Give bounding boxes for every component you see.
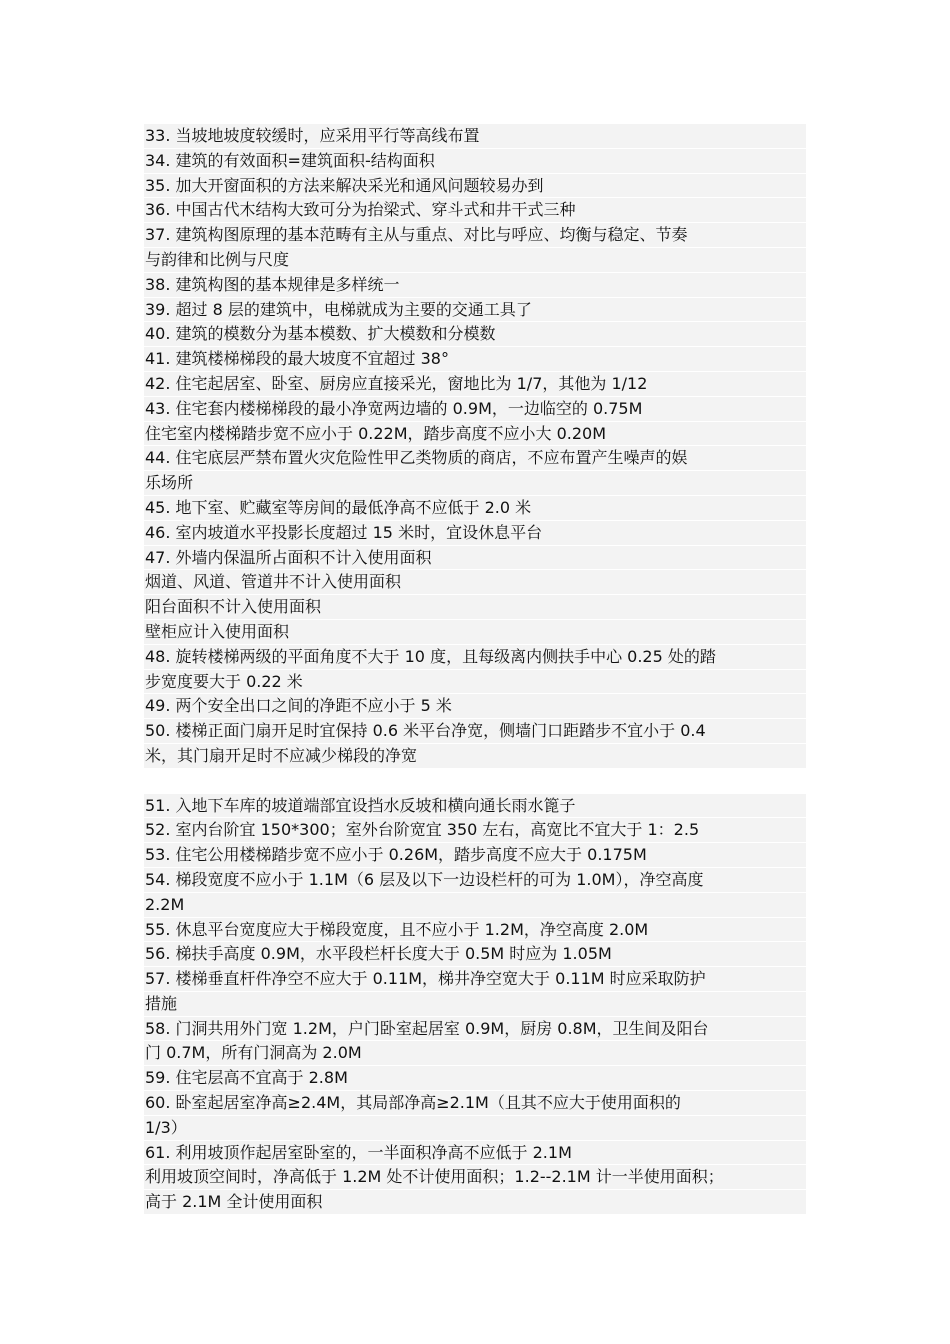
text-line: 61. 利用坡顶作起居室卧室的，一半面积净高不应低于 2.1M [144, 1141, 806, 1166]
text-line: 39. 超过 8 层的建筑中，电梯就成为主要的交通工具了 [144, 298, 806, 323]
text-line: 49. 两个安全出口之间的净距不应小于 5 米 [144, 694, 806, 719]
text-line: 52. 室内台阶宜 150*300；室外台阶宽宜 350 左右，高宽比不宜大于 1：2.5 [144, 818, 806, 843]
text-line: 50. 楼梯正面门扇开足时宜保持 0.6 米平台净宽，侧墙门口距踏步不宜小于 0.4 [144, 719, 806, 744]
text-line: 与韵律和比例与尺度 [144, 248, 806, 273]
text-line: 55. 休息平台宽度应大于梯段宽度，且不应小于 1.2M，净空高度 2.0M [144, 918, 806, 943]
text-line: 2.2M [144, 893, 806, 918]
text-line: 45. 地下室、贮藏室等房间的最低净高不应低于 2.0 米 [144, 496, 806, 521]
text-line: 43. 住宅套内楼梯梯段的最小净宽两边墙的 0.9M，一边临空的 0.75M [144, 397, 806, 422]
text-line: 46. 室内坡道水平投影长度超过 15 米时，宜设休息平台 [144, 521, 806, 546]
text-line: 60. 卧室起居室净高≥2.4M，其局部净高≥2.1M（且其不应大于使用面积的 [144, 1091, 806, 1116]
text-line: 48. 旋转楼梯两级的平面角度不大于 10 度，且每级离内侧扶手中心 0.25 处的踏 [144, 645, 806, 670]
text-line: 59. 住宅层高不宜高于 2.8M [144, 1066, 806, 1091]
text-line: 烟道、风道、管道井不计入使用面积 [144, 570, 806, 595]
text-line: 53. 住宅公用楼梯踏步宽不应小于 0.26M，踏步高度不应大于 0.175M [144, 843, 806, 868]
text-line: 措施 [144, 992, 806, 1017]
text-line: 1/3） [144, 1116, 806, 1141]
text-line: 住宅室内楼梯踏步宽不应小于 0.22M，踏步高度不应小大 0.20M [144, 422, 806, 447]
text-line: 米，其门扇开足时不应减少梯段的净宽 [144, 744, 806, 769]
text-line: 33. 当坡地坡度较缓时，应采用平行等高线布置 [144, 124, 806, 149]
text-line: 42. 住宅起居室、卧室、厨房应直接采光，窗地比为 1/7，其他为 1/12 [144, 372, 806, 397]
text-line: 门 0.7M，所有门洞高为 2.0M [144, 1041, 806, 1066]
text-line: 34. 建筑的有效面积=建筑面积-结构面积 [144, 149, 806, 174]
text-line: 步宽度要大于 0.22 米 [144, 670, 806, 695]
text-line: 36. 中国古代木结构大致可分为抬梁式、穿斗式和井干式三种 [144, 198, 806, 223]
document-page [144, 124, 806, 1215]
text-line: 高于 2.1M 全计使用面积 [144, 1190, 806, 1215]
text-line: 壁柜应计入使用面积 [144, 620, 806, 645]
text-line: 阳台面积不计入使用面积 [144, 595, 806, 620]
text-line: 38. 建筑构图的基本规律是多样统一 [144, 273, 806, 298]
text-line: 56. 梯扶手高度 0.9M，水平段栏杆长度大于 0.5M 时应为 1.05M [144, 942, 806, 967]
text-line: 利用坡顶空间时，净高低于 1.2M 处不计使用面积；1.2--2.1M 计一半使用面积； [144, 1165, 806, 1190]
text-line: 44. 住宅底层严禁布置火灾危险性甲乙类物质的商店，不应布置产生噪声的娱 [144, 446, 806, 471]
text-line: 47. 外墙内保温所占面积不计入使用面积 [144, 546, 806, 571]
text-line: 35. 加大开窗面积的方法来解决采光和通风问题较易办到 [144, 174, 806, 199]
text-line: 54. 梯段宽度不应小于 1.1M（6 层及以下一边设栏杆的可为 1.0M），净空高度 [144, 868, 806, 893]
text-line: 乐场所 [144, 471, 806, 496]
text-line: 51. 入地下车库的坡道端部宜设挡水反坡和横向通长雨水篦子 [144, 794, 806, 819]
text-line: 57. 楼梯垂直杆件净空不应大于 0.11M，梯井净空宽大于 0.11M 时应采取防护 [144, 967, 806, 992]
text-line [144, 769, 806, 794]
text-line: 40. 建筑的模数分为基本模数、扩大模数和分模数 [144, 322, 806, 347]
text-line: 41. 建筑楼梯梯段的最大坡度不宜超过 38° [144, 347, 806, 372]
text-line: 37. 建筑构图原理的基本范畴有主从与重点、对比与呼应、均衡与稳定、节奏 [144, 223, 806, 248]
text-line: 58. 门洞共用外门宽 1.2M，户门卧室起居室 0.9M，厨房 0.8M，卫生间及阳台 [144, 1017, 806, 1042]
